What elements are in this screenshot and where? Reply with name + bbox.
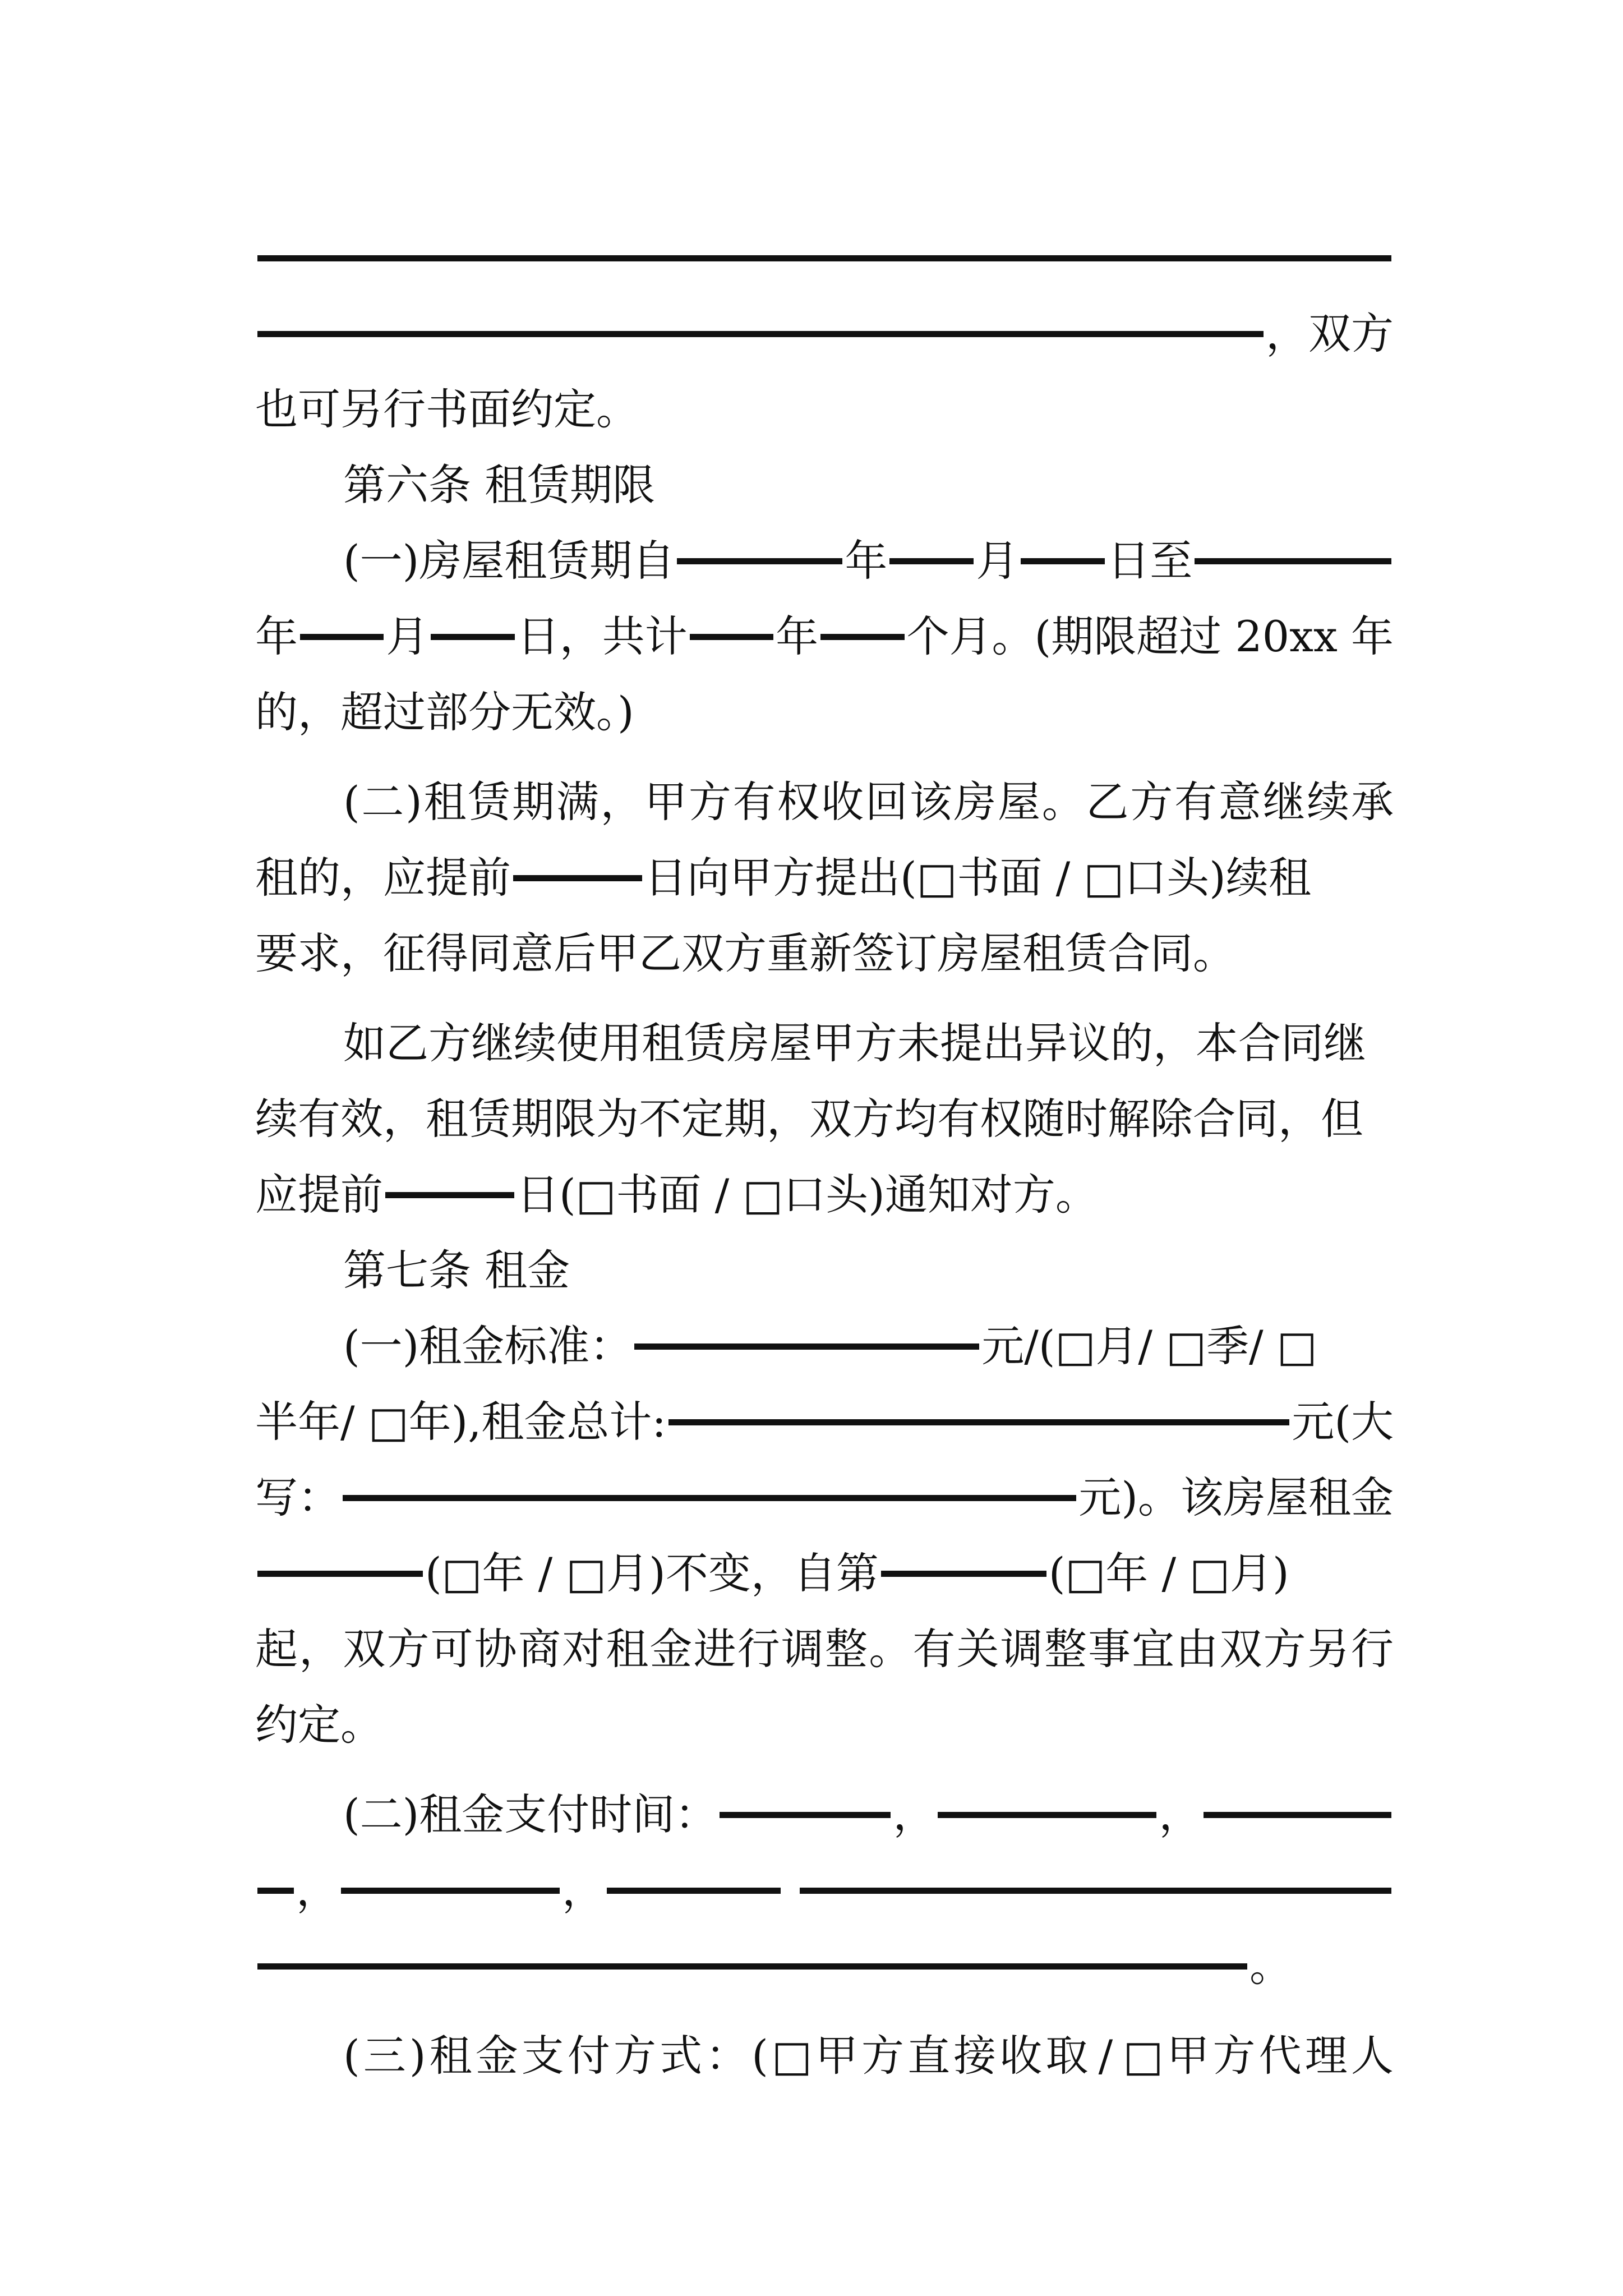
text-line: ( 二 ) 租 赁 期 满 ， 甲 方 有 权 收 回 该 房 屋 。 乙 方 有 意 继 续 承: [343, 777, 1394, 827]
text-segment: 元/(□月/ □季/ □: [981, 1321, 1317, 1371]
fill-blank[interactable]: [881, 1571, 1046, 1577]
fill-blank-day[interactable]: [1021, 558, 1105, 564]
text-line: ( 三 ) 租 金 支 付 方 式 ： ( □ 甲 方 直 接 收 取 / □ 甲 方 代 理 人: [343, 2031, 1394, 2081]
text-line: 起 ， 双 方 可 协 商 对 租 金 进 行 调 整 。 有 关 调 整 事 宜 由 双 方 另 行: [255, 1624, 1394, 1674]
text-line: 续有效，租赁期限为不定期，双方均有权随时解除合同，但: [255, 1094, 1363, 1144]
text-segment: 年: [845, 536, 888, 586]
text-line: 的，超过部分无效。): [255, 687, 634, 737]
fill-blank[interactable]: [257, 1571, 423, 1577]
fill-blank-days[interactable]: [513, 875, 642, 881]
text-line: 约定。: [255, 1700, 383, 1750]
text-segment: (□年 / □月)不变，自第: [425, 1548, 879, 1598]
fill-blank[interactable]: [257, 255, 1391, 261]
text-segment: 个月。(期限超过 20xx 年: [906, 611, 1394, 661]
fill-blank-months-total[interactable]: [820, 634, 904, 640]
fill-blank-rent-capital[interactable]: [343, 1495, 1076, 1501]
article-heading: 第六条 租赁期限: [343, 460, 656, 510]
text-segment: 半年/ □年),租金总计:: [255, 1397, 666, 1447]
text-segment: 月: [386, 611, 429, 661]
text-segment: 应提前: [255, 1170, 383, 1220]
text-line: [343, 533, 1394, 589]
text-line: [255, 1938, 1394, 1994]
fill-blank-payment-time[interactable]: [257, 1963, 1247, 1970]
text-line: [255, 609, 1394, 665]
fill-blank-days[interactable]: [385, 1192, 514, 1198]
text-segment: 元)。该房屋租金: [1078, 1473, 1394, 1522]
text-line: [255, 1167, 1394, 1223]
text-segment: ，双方: [1266, 309, 1394, 358]
text-line: 要求，征得同意后甲乙双方重新签订房屋租赁合同。: [255, 928, 1235, 978]
text-segment: 写：: [255, 1473, 340, 1522]
text-line: [255, 306, 1394, 362]
text-line: [343, 1318, 1394, 1374]
fill-blank-payment-time[interactable]: [257, 1888, 294, 1894]
fill-blank-payment-time[interactable]: [938, 1812, 1156, 1818]
fill-blank-payment-time[interactable]: [607, 1888, 781, 1894]
text-line: [255, 1470, 1394, 1526]
text-line: 也可另行书面约定。: [255, 384, 639, 434]
text-segment: 日向甲方提出(□书面 / □口头)续租: [644, 853, 1311, 903]
text-segment: 元(大: [1292, 1397, 1394, 1447]
blank-line: [255, 230, 1394, 286]
fill-blank-year[interactable]: [1195, 558, 1391, 564]
text-segment: 年: [776, 611, 819, 661]
fill-blank-month[interactable]: [889, 558, 974, 564]
fill-blank-year[interactable]: [677, 558, 842, 564]
fill-blank-month[interactable]: [300, 634, 384, 640]
fill-blank-payment-time[interactable]: [800, 1888, 1391, 1894]
text-line: [255, 1862, 1394, 1918]
fill-blank-years-total[interactable]: [690, 634, 773, 640]
fill-blank-rent-total[interactable]: [668, 1419, 1289, 1425]
text-line: [343, 1787, 1394, 1843]
fill-blank-payment-time[interactable]: [720, 1812, 891, 1818]
text-segment: 月: [976, 536, 1019, 586]
fill-blank-rent-standard[interactable]: [634, 1343, 979, 1350]
text-segment: ，: [1159, 1789, 1202, 1839]
fill-blank-day[interactable]: [431, 634, 514, 640]
text-segment: ，: [296, 1865, 339, 1915]
fill-blank-payment-time[interactable]: [1204, 1812, 1391, 1818]
text-segment: (一)租金标准：: [343, 1321, 633, 1371]
text-line: 如乙方继续使用租赁房屋甲方未提出异议的，本合同继: [343, 1018, 1366, 1068]
text-segment: 租的，应提前: [255, 853, 511, 903]
text-segment: ，: [562, 1865, 605, 1915]
text-line: [255, 1394, 1394, 1450]
text-segment: 年: [255, 611, 298, 661]
text-segment: ，: [893, 1789, 936, 1839]
text-line: [255, 850, 1394, 906]
text-line: [255, 1545, 1394, 1602]
fill-blank-payment-time[interactable]: [341, 1888, 560, 1894]
text-segment: 日至: [1107, 536, 1193, 586]
text-segment: (□年 / □月): [1048, 1548, 1289, 1598]
text-segment: (一)房屋租赁期自: [343, 536, 675, 586]
text-segment: (二)租金支付时间：: [343, 1789, 718, 1839]
text-segment: 日(□书面 / □口头)通知对方。: [517, 1170, 1098, 1220]
article-heading: 第七条 租金: [343, 1245, 570, 1295]
text-segment: 。: [1249, 1941, 1292, 1991]
text-segment: 日，共计: [517, 611, 688, 661]
fill-blank[interactable]: [257, 331, 1264, 337]
